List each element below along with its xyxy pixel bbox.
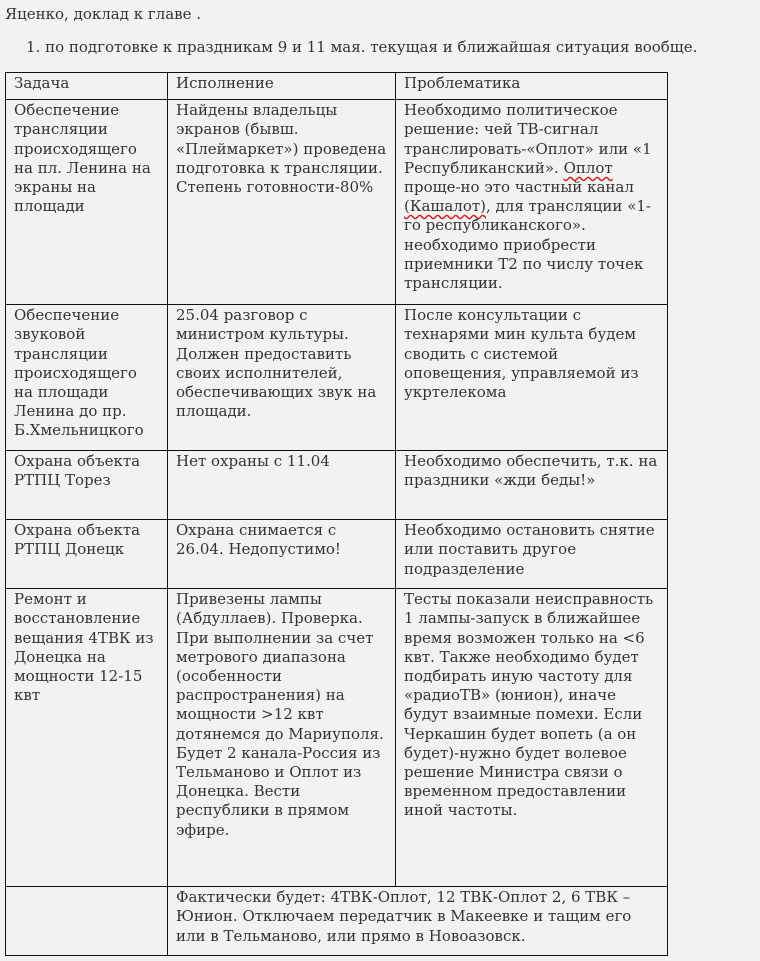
header-task: Задача — [6, 73, 168, 100]
task-cell: Обеспечение звуковой трансляции происходящего на площади Ленина до пр. Б.Хмельницкого — [6, 305, 168, 451]
problems-cell: Тесты показали неисправность 1 лампы-запуск в ближайшее время возможен только на <6 квт. Также необходимо будет подбирать иную частоту для «радиоТВ» (юнион), иначе будут взаимные помехи. Если Черкашин будет вопеть (а он будет)-нужно будет волевое решение Министра связи о временном предоставлении иной частоты. — [396, 589, 668, 887]
problems-cell: После консультации с технарями мин культа будем сводить с системой оповещения, управляемой из укртелекома — [396, 305, 668, 451]
execution-cell: Охрана снимается с 26.04. Недопустимо! — [168, 520, 396, 589]
spellcheck-word[interactable]: (Кашалот) — [404, 197, 487, 216]
table-row — [6, 520, 668, 589]
table-row — [6, 589, 668, 887]
task-cell: Охрана объекта РТПЦ Донецк — [6, 520, 168, 589]
numbered-list-item — [26, 37, 697, 57]
problems-text: Необходимо политическое решение: чей ТВ-сигнал транслировать-«Оплот» или «1 Республиканский». — [404, 101, 652, 177]
table-row — [6, 887, 668, 956]
execution-cell: Нет охраны с 11.04 — [168, 451, 396, 520]
execution-cell: Привезены лампы (Абдуллаев). Проверка. При выполнении за счет метрового диапазона (особенности распространения) на мощности >12 квт дотянемся до Мариуполя. Будет 2 канала-Россия из Тельманово и Оплот из Донецка. Вести республики в прямом эфире. — [168, 589, 396, 887]
list-item-text: по подготовке к праздникам 9 и 11 мая. текущая и ближайшая ситуация вообще. — [45, 38, 698, 56]
table-header-row — [6, 73, 668, 100]
task-cell: Ремонт и восстановление вещания 4ТВК из Донецка на мощности 12-15 квт — [6, 589, 168, 887]
problems-cell: Необходимо остановить снятие или поставить другое подразделение — [396, 520, 668, 589]
spellcheck-word[interactable]: Оплот — [563, 158, 613, 177]
summary-cell: Фактически будет: 4ТВК-Оплот, 12 ТВК-Оплот 2, 6 ТВК – Юнион. Отключаем передатчик в Макеевке и тащим его или в Тельманово, или прямо в Новоазовск. — [168, 887, 668, 956]
execution-cell: 25.04 разговор с министром культуры. Должен предоставить своих исполнителей, обеспечивающих звук на площади. — [168, 305, 396, 451]
header-problems: Проблематика — [396, 73, 668, 100]
table-row — [6, 100, 668, 305]
execution-cell: Найдены владельцы экранов (бывш. «Плеймаркет») проведена подготовка к трансляции. Степень готовности-80% — [168, 100, 396, 305]
problems-cell — [396, 100, 668, 305]
header-execution: Исполнение — [168, 73, 396, 100]
task-cell: Охрана объекта РТПЦ Торез — [6, 451, 168, 520]
table-row — [6, 305, 668, 451]
task-cell — [6, 887, 168, 956]
problems-text: , для трансляции «1-го республиканского». необходимо приобрести приемники Т2 по числу точек трансляции. — [404, 197, 651, 293]
document-heading: Яценко, доклад к главе . — [5, 5, 202, 23]
list-item-number: 1. — [26, 38, 41, 56]
problems-cell: Необходимо обеспечить, т.к. на праздники «жди беды!» — [396, 451, 668, 520]
task-cell: Обеспечение трансляции происходящего на пл. Ленина на экраны на площади — [6, 100, 168, 305]
table-row — [6, 451, 668, 520]
problems-text: проще-но это частный канал — [404, 178, 634, 197]
tasks-table — [5, 72, 668, 956]
